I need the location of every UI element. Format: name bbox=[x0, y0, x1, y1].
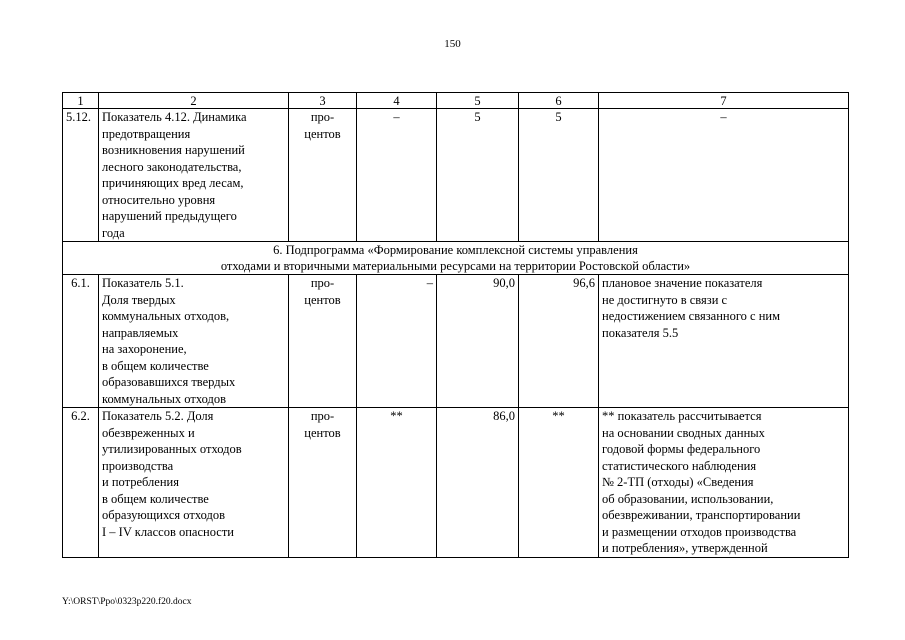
text-line: коммунальных отходов bbox=[102, 391, 226, 406]
value-cell: – bbox=[357, 275, 437, 408]
page-number: 150 bbox=[444, 38, 461, 50]
text-line: возникновения нарушений bbox=[102, 143, 245, 157]
text-line: центов bbox=[304, 425, 341, 440]
text-line: и потребления bbox=[102, 475, 179, 489]
note-cell bbox=[599, 109, 849, 242]
text-line: Доля твердых bbox=[102, 292, 176, 307]
text-line: не достигнуто в связи с bbox=[602, 292, 728, 307]
text-line: лесного законодательства, bbox=[102, 159, 242, 174]
text-line: обезвреженных и bbox=[102, 425, 195, 440]
indicators-table bbox=[62, 92, 849, 558]
text-line: про- bbox=[310, 409, 335, 423]
text-line: и потребления», утвержденной bbox=[602, 541, 768, 555]
indicator-name bbox=[99, 275, 289, 408]
value-cell: 90,0 bbox=[437, 275, 519, 408]
text-line: причиняющих вред лесам, bbox=[102, 176, 244, 190]
row-number: 5.12. bbox=[63, 109, 99, 242]
text-line: про- bbox=[310, 110, 335, 124]
note-cell bbox=[599, 408, 849, 558]
text-line: производства bbox=[102, 458, 174, 473]
value-cell: 86,0 bbox=[437, 408, 519, 558]
note-cell bbox=[599, 275, 849, 408]
indicator-name bbox=[99, 408, 289, 558]
text-line: Показатель 4.12. Динамика bbox=[102, 110, 247, 124]
text-line: статистического наблюдения bbox=[602, 458, 757, 473]
table-row bbox=[63, 109, 849, 242]
value-cell: – bbox=[357, 109, 437, 242]
unit-cell bbox=[289, 408, 357, 558]
file-path-footer: Y:\ORST\Ppo\0323p220.f20.docx bbox=[62, 597, 192, 607]
text-line: ** показатель рассчитывается bbox=[602, 409, 762, 423]
text-line: Показатель 5.2. Доля bbox=[102, 409, 214, 423]
header-row bbox=[63, 93, 849, 109]
header-cell: 6 bbox=[519, 93, 599, 109]
text-line: № 2-ТП (отходы) «Сведения bbox=[602, 475, 754, 489]
text-line: в общем количестве bbox=[102, 358, 209, 373]
unit-cell bbox=[289, 275, 357, 408]
value-cell: ** bbox=[357, 408, 437, 558]
section-title bbox=[63, 242, 849, 275]
text-line: относительно уровня bbox=[102, 192, 216, 207]
text-line: на основании сводных данных bbox=[602, 425, 765, 440]
text-line: утилизированных отходов bbox=[102, 442, 242, 456]
header-cell: 4 bbox=[357, 93, 437, 109]
indicator-name bbox=[99, 109, 289, 242]
text-line: в общем количестве bbox=[102, 491, 209, 506]
value-cell: ** bbox=[519, 408, 599, 558]
text-line: показателя 5.5 bbox=[602, 325, 679, 340]
header-cell: 3 bbox=[289, 93, 357, 109]
text-line: центов bbox=[304, 292, 341, 307]
text-line: отходами и вторичными материальными ресурсами на территории Ростовской области» bbox=[220, 259, 691, 273]
text-line: нарушений предыдущего bbox=[102, 209, 237, 223]
text-line: образующихся отходов bbox=[102, 508, 226, 522]
row-number: 6.2. bbox=[63, 408, 99, 558]
text-line: на захоронение, bbox=[102, 342, 187, 356]
value-cell: 96,6 bbox=[519, 275, 599, 408]
header-cell: 7 bbox=[599, 93, 849, 109]
text-line: и размещении отходов производства bbox=[602, 524, 797, 539]
text-line: плановое значение показателя bbox=[602, 276, 763, 290]
text-line: годовой формы федерального bbox=[602, 442, 761, 456]
section-row bbox=[63, 242, 849, 275]
value-cell: 5 bbox=[519, 109, 599, 242]
text-line: – bbox=[720, 110, 727, 124]
header-cell: 5 bbox=[437, 93, 519, 109]
text-line: об образовании, использовании, bbox=[602, 491, 774, 506]
header-cell: 1 bbox=[63, 93, 99, 109]
text-line: недостижением связанного с ним bbox=[602, 309, 780, 323]
text-line: про- bbox=[310, 276, 335, 290]
text-line: коммунальных отходов, bbox=[102, 309, 230, 323]
text-line: I – IV классов опасности bbox=[102, 524, 234, 539]
header-cell: 2 bbox=[99, 93, 289, 109]
table-row bbox=[63, 408, 849, 558]
text-line: года bbox=[102, 225, 125, 240]
text-line: направляемых bbox=[102, 325, 179, 340]
table-row bbox=[63, 275, 849, 408]
value-cell: 5 bbox=[437, 109, 519, 242]
text-line: обезвреживании, транспортировании bbox=[602, 508, 801, 522]
text-line: Показатель 5.1. bbox=[102, 276, 184, 290]
text-line: предотвращения bbox=[102, 126, 191, 141]
row-number: 6.1. bbox=[63, 275, 99, 408]
text-line: центов bbox=[304, 126, 341, 141]
text-line: 6. Подпрограмма «Формирование комплексной системы управления bbox=[273, 243, 638, 257]
text-line: образовавшихся твердых bbox=[102, 375, 236, 389]
unit-cell bbox=[289, 109, 357, 242]
